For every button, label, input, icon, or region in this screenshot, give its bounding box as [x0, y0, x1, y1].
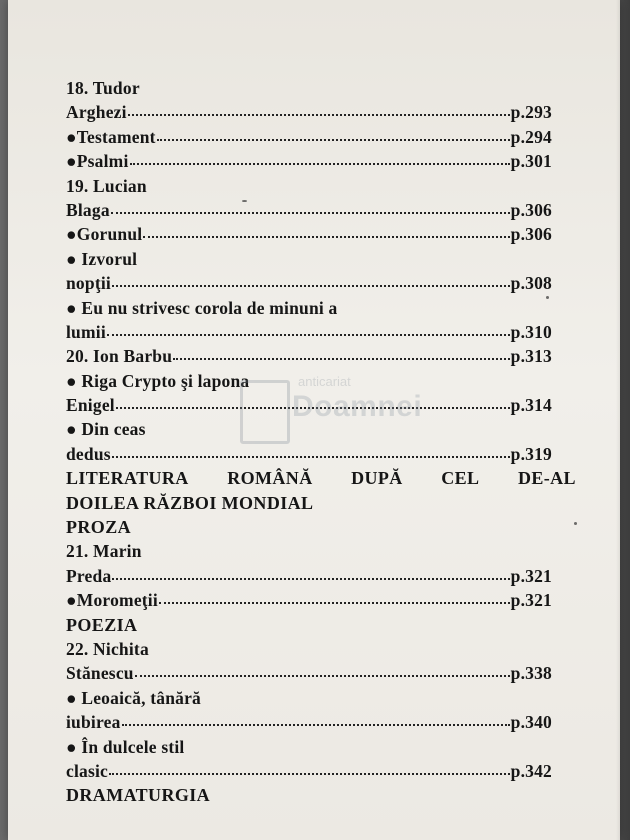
section-heading: PROZA	[66, 517, 131, 538]
toc-page-number: p.321	[510, 590, 552, 611]
toc-entry-label: 20. Ion Barbu	[66, 346, 173, 367]
dot-leader	[157, 132, 510, 141]
section-heading: POEZIA	[66, 614, 138, 635]
section-heading-word: DE-AL	[517, 468, 576, 489]
section-heading-word: DUPĂ	[351, 468, 403, 489]
toc-entry-label: ●Psalmi	[66, 151, 129, 172]
dot-leader	[122, 717, 510, 726]
toc-entry-label: Preda	[66, 565, 112, 586]
toc-entry	[66, 271, 552, 295]
toc-entry	[66, 222, 552, 246]
toc-heading: ● Din ceas	[66, 419, 146, 440]
toc-entry-label: lumii	[66, 321, 106, 342]
toc-page-number: p.306	[510, 224, 552, 245]
toc-heading: ● Eu nu strivesc corola de minuni a	[66, 297, 338, 318]
toc-entry	[66, 125, 552, 149]
dot-leader	[128, 107, 510, 116]
toc-page-number: p.293	[510, 102, 552, 123]
dot-leader	[159, 595, 510, 604]
toc-page-number: p.338	[510, 663, 552, 684]
dot-leader	[109, 766, 510, 775]
page-edge-shadow	[616, 0, 630, 840]
toc-page-number: p.321	[510, 565, 552, 586]
dot-leader	[112, 449, 510, 458]
toc-entry-label: iubirea	[66, 712, 121, 733]
section-heading-word: ROMÂNĂ	[227, 468, 313, 489]
toc-page-number: p.314	[510, 395, 552, 416]
dot-leader	[173, 351, 509, 360]
toc-entry	[66, 198, 552, 222]
toc-page-number: p.308	[510, 273, 552, 294]
toc-entry-label: ●Testament	[66, 126, 156, 147]
toc-entry	[66, 588, 552, 612]
paper-speck	[242, 200, 247, 202]
toc-entry-label: Arghezi	[66, 102, 127, 123]
toc-entry	[66, 442, 552, 466]
dot-leader	[143, 229, 509, 238]
toc-entry-label: Enigel	[66, 395, 115, 416]
section-heading-word: CEL	[441, 468, 480, 489]
toc-entry-label: clasic	[66, 760, 109, 781]
toc-entry	[66, 320, 552, 344]
toc-heading: ● Leoaică, tânără	[66, 687, 201, 708]
toc-page-number: p.301	[510, 151, 552, 172]
toc-page-number: p.310	[510, 321, 552, 342]
section-heading-word: LITERATURA	[66, 468, 189, 489]
toc-heading: 21. Marin	[66, 541, 142, 562]
toc-entry-label: ●Gorunul	[66, 224, 143, 245]
watermark-top-text: anticariat	[298, 374, 351, 389]
toc-heading: 18. Tudor	[66, 78, 140, 98]
dot-leader	[135, 668, 510, 677]
dot-leader	[111, 205, 510, 214]
toc-heading: ● În dulcele stil	[66, 736, 185, 757]
toc-page-number: p.319	[510, 443, 552, 464]
toc-entry	[66, 710, 552, 734]
toc-page-number: p.313	[510, 346, 552, 367]
table-of-contents	[66, 76, 576, 808]
toc-heading: 19. Lucian	[66, 175, 147, 196]
toc-entry-label: dedus	[66, 443, 111, 464]
toc-entry-label: Stănescu	[66, 663, 134, 684]
dot-leader	[107, 327, 510, 336]
toc-page-number: p.340	[510, 712, 552, 733]
book-page	[8, 0, 620, 840]
toc-entry-label: Blaga	[66, 199, 110, 220]
paper-speck	[574, 522, 577, 525]
toc-page-number: p.342	[510, 760, 552, 781]
toc-entry-label: nopţii	[66, 273, 111, 294]
toc-entry	[66, 100, 552, 124]
toc-entry	[66, 393, 552, 417]
toc-entry	[66, 759, 552, 783]
section-heading: DRAMATURGIA	[66, 785, 211, 806]
toc-entry	[66, 344, 552, 368]
toc-heading: 22. Nichita	[66, 638, 149, 659]
dot-leader	[112, 278, 510, 287]
toc-page-number: p.306	[510, 199, 552, 220]
dot-leader	[116, 400, 510, 409]
toc-heading: ● Riga Crypto şi lapona	[66, 370, 250, 391]
toc-entry	[66, 564, 552, 588]
toc-heading: ● Izvorul	[66, 248, 138, 269]
toc-entry	[66, 149, 552, 173]
toc-entry-label: ●Moromeţii	[66, 590, 158, 611]
paper-speck	[546, 296, 549, 299]
watermark-main-text: Doamnei	[292, 390, 423, 423]
toc-page-number: p.294	[510, 126, 552, 147]
dot-leader	[130, 156, 510, 165]
section-heading	[66, 466, 576, 490]
dot-leader	[112, 571, 509, 580]
section-heading: DOILEA RĂZBOI MONDIAL	[66, 492, 314, 513]
toc-entry	[66, 661, 552, 685]
